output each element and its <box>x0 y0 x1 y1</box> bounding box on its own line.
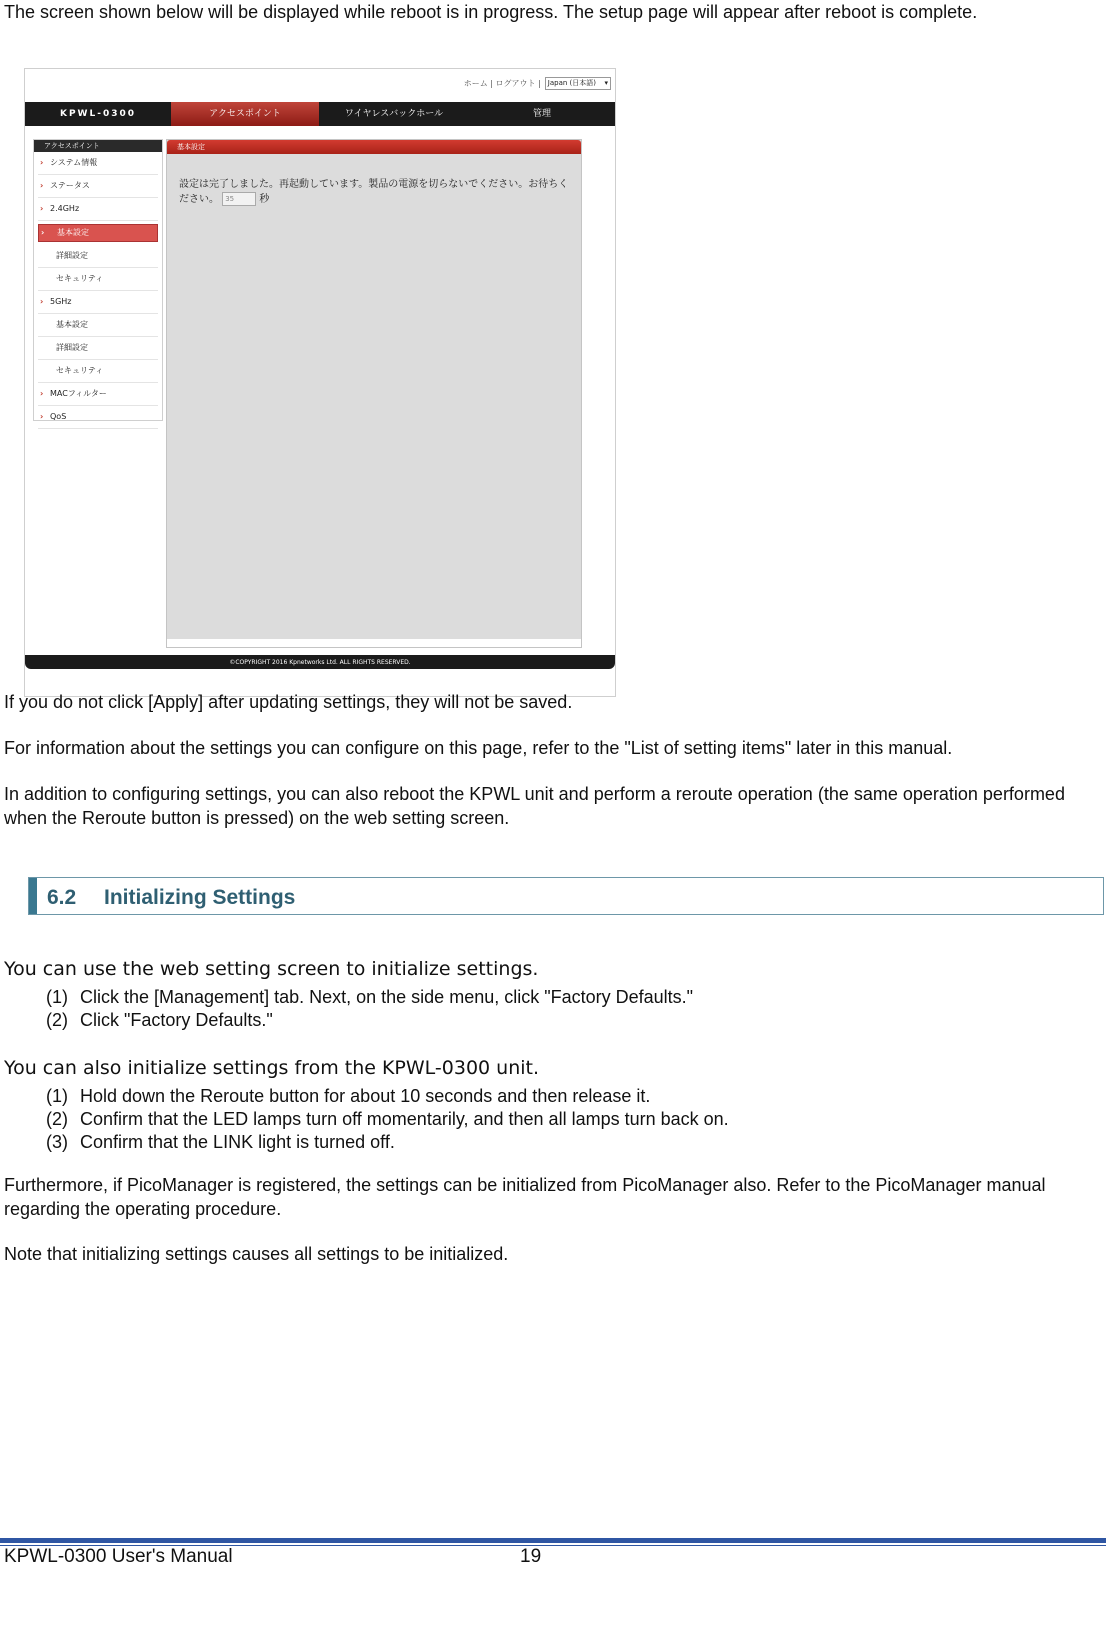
sidebar-item-status[interactable]: › ステータス <box>38 175 158 198</box>
list-item: (3) Confirm that the LINK light is turned off. <box>46 1132 395 1152</box>
nav-bar <box>25 102 615 126</box>
top-links <box>464 77 611 90</box>
copyright-footer: ©COPYRIGHT 2016 Kpnetworks Ltd. ALL RIGHTS RESERVED. <box>25 655 615 669</box>
apply-note: If you do not click [Apply] after updating settings, they will not be saved. <box>4 692 573 712</box>
sidebar-header: アクセスポイント <box>34 140 162 152</box>
section-heading <box>28 877 1104 915</box>
tab-management[interactable]: 管理 <box>532 109 551 119</box>
list-item: (1) Hold down the Reroute button for about 10 seconds and then release it. <box>46 1086 651 1106</box>
intro-paragraph: The screen shown below will be displayed while reboot is in progress. The setup page will appear after reboot is complete. <box>4 2 978 22</box>
sidebar-item-detail-24[interactable]: 詳細設定 <box>38 245 158 268</box>
web-init-lead: You can use the web setting screen to initialize settings. <box>4 958 539 980</box>
reboot-screenshot <box>24 68 616 697</box>
reboot-reroute-note: In addition to configuring settings, you can also reboot the KPWL unit and perform a reroute operation (the same operation performed when the Reroute button is pressed) on the web setting screen. <box>4 784 1065 828</box>
chevron-right-icon: › <box>40 412 44 421</box>
page-number: 19 <box>520 1546 542 1567</box>
manual-title: KPWL-0300 User's Manual <box>4 1546 233 1567</box>
sidebar-item-security-24[interactable]: セキュリティ <box>38 268 158 291</box>
tab-access-point[interactable]: アクセスポイント <box>171 102 319 126</box>
chevron-right-icon: › <box>40 297 44 306</box>
section-title: Initializing Settings <box>104 886 296 909</box>
countdown-field: 35 <box>222 192 256 206</box>
list-item: (2) Click "Factory Defaults." <box>46 1010 273 1030</box>
reboot-message: 設定は完了しました。再起動しています。製品の電源を切らないでください。お待ちく ださい。 35 秒 <box>179 179 569 205</box>
top-links-text[interactable]: ホーム | ログアウト | <box>463 79 541 88</box>
brand-logo: KPWL-0300 <box>59 109 137 119</box>
chevron-right-icon: › <box>40 204 44 213</box>
section-number: 6.2 <box>47 886 77 909</box>
sidebar-item-security-5[interactable]: セキュリティ <box>38 360 158 383</box>
language-select[interactable]: Japan (日本語) ▾ <box>545 77 611 90</box>
sidebar-item-basic-5[interactable]: 基本設定 <box>38 314 158 337</box>
content-panel <box>166 139 582 641</box>
footer-rule <box>0 1538 1106 1543</box>
sidebar-item-system-info[interactable]: › システム情報 <box>38 152 158 175</box>
sidebar-item-5ghz[interactable]: › 5GHz <box>38 291 158 314</box>
sidebar-item-qos[interactable]: › QoS <box>38 406 158 429</box>
sidebar-item-24ghz[interactable]: › 2.4GHz <box>38 198 158 221</box>
panel-title: 基本設定 <box>167 140 581 154</box>
chevron-right-icon: › <box>41 228 45 237</box>
list-item: (1) Click the [Management] tab. Next, on the side menu, click "Factory Defaults." <box>46 987 694 1007</box>
chevron-right-icon: › <box>40 181 44 190</box>
sidebar-item-detail-5[interactable]: 詳細設定 <box>38 337 158 360</box>
sidebar <box>33 139 163 421</box>
section-accent-bar <box>29 878 37 914</box>
panel-bottom <box>166 639 582 648</box>
chevron-down-icon: ▾ <box>604 79 608 87</box>
chevron-right-icon: › <box>40 389 44 398</box>
sidebar-item-basic-24[interactable]: › 基本設定 <box>38 224 158 242</box>
tab-wireless-backhaul[interactable]: ワイヤレスバックホール <box>344 109 444 119</box>
sidebar-item-mac-filter[interactable]: › MACフィルター <box>38 383 158 406</box>
settings-reference: For information about the settings you can configure on this page, refer to the "List of setting items" later in this manual. <box>4 738 953 758</box>
chevron-right-icon: › <box>40 158 44 167</box>
initialize-note: Note that initializing settings causes all settings to be initialized. <box>4 1244 509 1264</box>
list-item: (2) Confirm that the LED lamps turn off momentarily, and then all lamps turn back on. <box>46 1109 729 1129</box>
unit-init-lead: You can also initialize settings from the KPWL-0300 unit. <box>4 1057 540 1079</box>
picomanager-note: Furthermore, if PicoManager is registered, the settings can be initialized from PicoManager also. Refer to the PicoManager manual regarding the operating procedure. <box>4 1175 1046 1219</box>
